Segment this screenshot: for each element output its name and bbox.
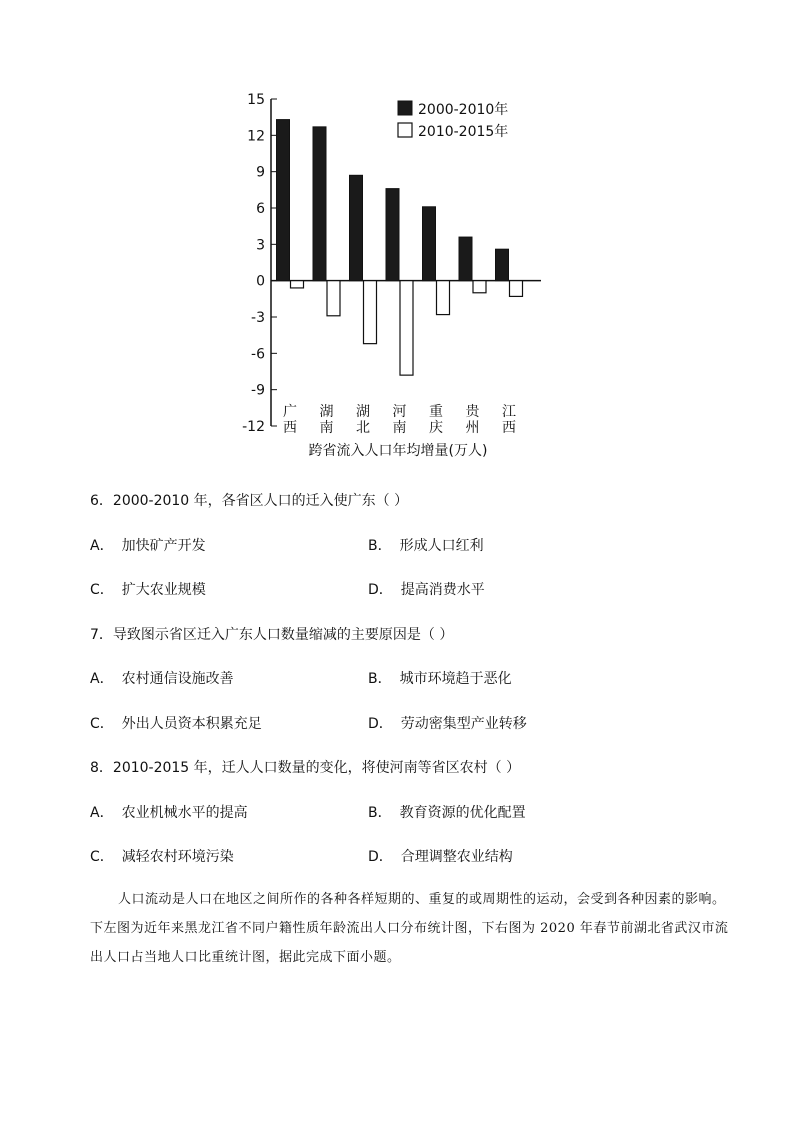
category-label-char: 贵 [465, 404, 480, 420]
option-a[interactable]: A． 加快矿产开发 [90, 538, 206, 554]
option-d[interactable]: D． 提高消费水平 [368, 582, 485, 598]
question-stem: 7．导致图示省区迁入广东人口数量缩减的主要原因是（ ） [90, 627, 454, 643]
option-c[interactable]: C． 外出人员资本积累充足 [90, 716, 262, 732]
bar-2010-2015 [437, 281, 450, 315]
category-label-char: 北 [356, 420, 370, 436]
migration-bar-chart [0, 0, 794, 470]
y-tick-label: -12 [242, 419, 265, 435]
y-tick-label: 0 [256, 273, 265, 290]
passage-paragraph: 人口流动是人口在地区之间所作的各种各样短期的、重复的或周期性的运动，会受到各种因素的影响。下左图为近年来黑龙江省不同户籍性质年龄流出人口分布统计图，下右图为 2020 年春节前湖北省武汉市流出人口占当地人口比重统计图，据此完成下面小题。 [90, 892, 729, 965]
option-b[interactable]: B． 城市环境趋于恶化 [368, 671, 512, 687]
bar-2000-2010 [459, 237, 472, 281]
bar-2000-2010 [496, 249, 509, 280]
y-tick-label: 12 [247, 128, 265, 145]
option-d[interactable]: D． 合理调整农业结构 [368, 849, 513, 865]
bar-2010-2015 [473, 281, 486, 293]
category-label-char: 州 [465, 420, 480, 436]
category-label-char: 湖 [319, 404, 334, 420]
legend-label-2010-2015: 2010-2015年 [418, 124, 509, 140]
option-a[interactable]: A． 农业机械水平的提高 [90, 805, 248, 821]
bar-2010-2015 [291, 281, 304, 288]
y-tick-label: -9 [251, 382, 265, 399]
legend-swatch-2000-2010 [398, 101, 412, 115]
category-label-char: 南 [319, 420, 334, 436]
option-c[interactable]: C． 扩大农业规模 [90, 582, 206, 598]
option-c[interactable]: C． 减轻农村环境污染 [90, 849, 234, 865]
category-label-char: 重 [429, 404, 443, 420]
question-stem: 6．2000-2010 年，各省区人口的迁入使广东（ ） [90, 493, 409, 509]
bar-2010-2015 [400, 281, 413, 375]
bar-2010-2015 [510, 281, 523, 297]
x-axis-title: 跨省流入人口年均增量(万人) [308, 443, 488, 459]
y-tick-label: 3 [256, 237, 265, 254]
y-tick-label: -3 [251, 310, 265, 326]
bar-2000-2010 [423, 207, 436, 281]
option-b[interactable]: B． 教育资源的优化配置 [368, 805, 526, 821]
bar-2000-2010 [277, 120, 290, 281]
category-label-char: 广 [283, 404, 297, 420]
bar-2000-2010 [350, 175, 363, 280]
legend-swatch-2010-2015 [398, 123, 412, 137]
legend-label-2000-2010: 2000-2010年 [418, 102, 509, 118]
option-a[interactable]: A． 农村通信设施改善 [90, 671, 234, 687]
y-tick-label: 6 [256, 201, 265, 217]
category-label-char: 西 [283, 420, 297, 436]
category-label-char: 南 [392, 420, 407, 436]
category-label-char: 西 [502, 420, 516, 436]
category-label-char: 湖 [356, 404, 370, 420]
y-tick-label: 9 [256, 164, 265, 181]
category-label-char: 庆 [429, 420, 443, 436]
question-stem: 8．2010-2015 年，迁人人口数量的变化，将使河南等省区农村（ ） [90, 760, 521, 776]
bar-2010-2015 [364, 281, 377, 344]
bar-2000-2010 [386, 189, 399, 281]
category-label-char: 河 [392, 404, 407, 420]
option-d[interactable]: D． 劳动密集型产业转移 [368, 716, 527, 732]
bar-2010-2015 [327, 281, 340, 316]
y-tick-label: 15 [247, 92, 265, 108]
category-label-char: 江 [502, 404, 516, 420]
y-tick-label: -6 [251, 346, 265, 363]
option-b[interactable]: B． 形成人口红利 [368, 538, 484, 554]
bar-2000-2010 [313, 127, 326, 281]
